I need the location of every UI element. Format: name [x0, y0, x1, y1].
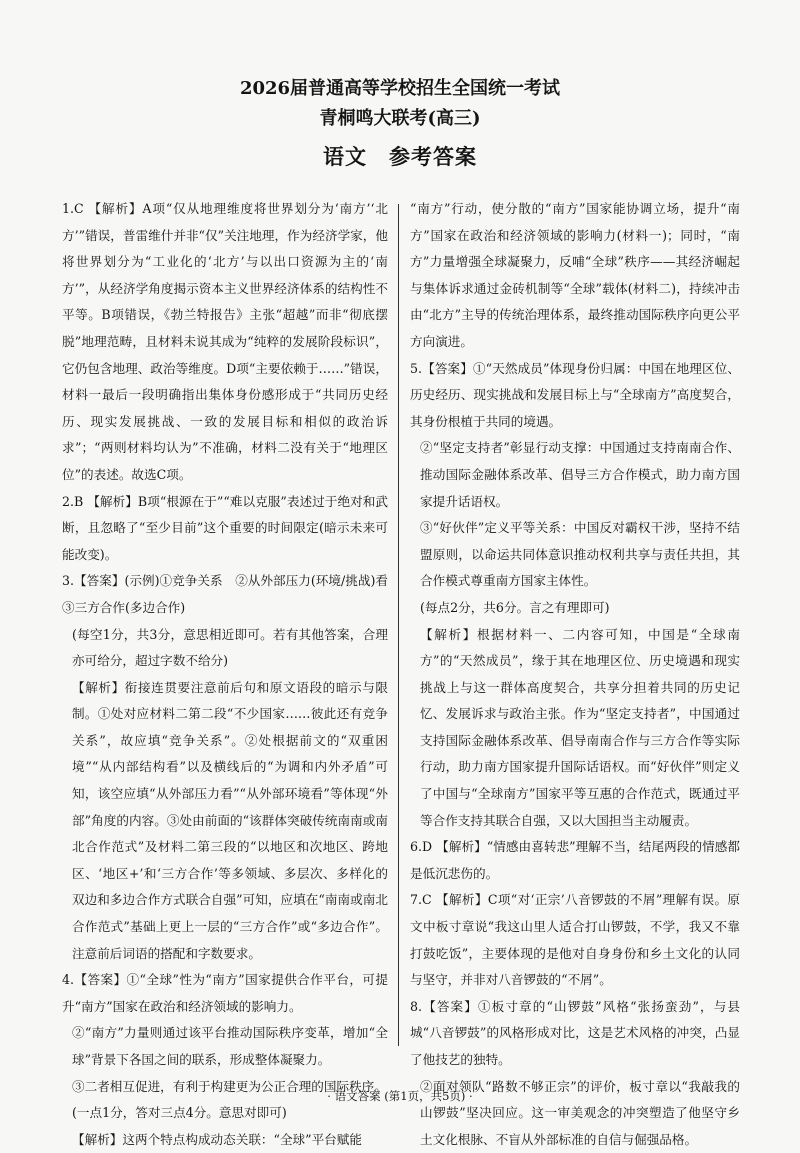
exam-title: 2026届普通高等学校招生全国统一考试 [239, 78, 561, 99]
answer-paragraph: 2.B 【解析】B项“根源在于”“难以克服”表述过于绝对和武断，且忽略了“至少目前”这个重要的时间限定(暗示未来可能改变)。 [62, 493, 388, 562]
answer-paragraph: “南方”行动，使分散的“南方”国家能协调立场，提升“南方”国家在政治和经济领域的影响力(材料一)；同时，“南方”力量增强全球凝聚力，反哺“全球”秩序——其经济崛起与集体诉求通过金砖机制等“全球”载体(材料二)，持续冲击由“北方”主导的传统治理体系，最终推动国际秩序向更公平方向演进。 [410, 201, 740, 349]
answer-paragraph: 3.【答案】(示例)①竞争关系 ②从外部压力(环境/挑战)看 ③三方合作(多边合作) [62, 573, 401, 615]
answer-paragraph: (每点2分，共6分。言之有理即可) [420, 599, 610, 615]
answer-paragraph: ②面对领队“路数不够正宗”的评价，板寸章以“我敲我的山锣鼓”坚决回应。这一审美观念的冲突塑造了他坚守乡土文化根脉、不盲从外部标准的自信与倔强品格。 [420, 1078, 740, 1147]
answer-paragraph: 5.【答案】①“天然成员”体现身份归属：中国在地理区位、历史经历、现实挑战和发展目标上与“全球南方”高度契合，其身份根植于共同的境遇。 [410, 360, 740, 429]
answer-paragraph: (每空1分，共3分，意思相近即可。若有其他答案，合理亦可给分，超过字数不给分) [72, 626, 388, 669]
answer-paragraph: 4.【答案】①“全球”性为“南方”国家提供合作平台，可提升“南方”国家在政治和经济领域的影响力。 [62, 972, 388, 1014]
document-title: 语文 参考答案 [323, 144, 477, 169]
right-column [410, 196, 740, 1153]
answer-paragraph: ③二者相互促进，有利于构建更为公正合理的国际秩序。 [72, 1078, 387, 1094]
answer-paragraph: 【解析】这两个特点构成动态关联：“全球”平台赋能 [72, 1131, 362, 1147]
answer-paragraph: 1.C 【解析】A项“仅从地理维度将世界划分为‘南方’‘北方’”错误，普雷维什并非“仅”关注地理，作为经济学家，他将世界划分为“工业化的‘北方’与以出口资源为主的‘南方’”，从经济学角度揭示资本主义世界经济体系的结构性不平等。B项错误，《勃兰特报告》主张“超越”而非“彻底摆脱”地理范畴，且材料未说其成为“纯粹的发展阶段标识”，它仍包含地理、政治等维度。D项“主要依赖于……”错误，材料一最后一段明确指出集体身份感形成于“共同历史经历、现实发展挑战、一致的发展目标和相似的政治诉求”；“两则材料均认为”不准确，材料二没有关于“地理区位”的表述。故选C项。 [62, 201, 388, 482]
answer-paragraph: 7.C 【解析】C项“对‘正宗’八音锣鼓的不屑”理解有误。原文中板寸章说“我这山里人适合打山锣鼓，不学，我又不靠打鼓吃饭”，主要体现的是他对自身身份和乡土文化的认同与坚守，并非对八音锣鼓的“不屑”。 [410, 892, 740, 988]
answer-paragraph: 【解析】衔接连贯要注意前后句和原文语段的暗示与限制。①处对应材料二第二段“不少国家……彼此还有竞争关系”，故应填“竞争关系”。②处根据前文的“双重困境”“从内部结构看”以及横线后的“为调和内外矛盾”可知，该空应填“从外部压力看”“从外部环境看”等体现“外部”角度的内容。③处由前面的“该群体突破传统南南或南北合作范式”及材料二第三段的“以地区和次地区、跨地区、‘地区+’和‘三方合作’等多领域、多层次、多样化的双边和多边合作方式联合自强”可知，应填在“南南或南北合作范式”基础上更上一层的“三方合作”或“多边合作”。注意前后词语的搭配和字数要求。 [72, 679, 388, 961]
answer-paragraph: ②“南方”力量则通过该平台推动国际秩序变革，增加“全球”背景下各国之间的联系，形成整体凝聚力。 [72, 1025, 388, 1067]
answer-paragraph: ②“坚定支持者”彰显行动支撑：中国通过支持南南合作、推动国际金融体系改革、倡导三方合作模式，助力南方国家提升话语权。 [420, 440, 740, 509]
exam-subtitle: 青桐鸣大联考(高三) [319, 108, 481, 129]
answer-paragraph: 【解析】根据材料一、二内容可知，中国是“全球南方”的“天然成员”，缘于其在地理区位、历史境遇和现实挑战上与这一群体高度契合，共享分担着共同的历史记忆、发展诉求与政治主张。作为“坚定支持者”，中国通过支持国际金融体系改革、倡导南南合作与三方合作等实际行动，助力南方国家提升国际话语权。而“好伙伴”则定义了中国与“全球南方”国家平等互惠的合作范式，既通过平等合作支持其联合自强，又以大国担当主动履责。 [420, 626, 740, 828]
page-header [0, 76, 800, 174]
answer-paragraph: 6.D 【解析】“情感由喜转悲”理解不当，结尾两段的情感都是低沉悲伤的。 [410, 839, 740, 881]
answer-paragraph: 8.【答案】①板寸章的“山锣鼓”风格“张扬蛮劲”，与县城“八音锣鼓”的风格形成对比，这是艺术风格的冲突，凸显了他技艺的独特。 [410, 998, 740, 1067]
page-footer: · 语文答案 (第1页，共5页) · [327, 1089, 473, 1103]
answer-paragraph: (一点1分，答对三点4分。意思对即可) [72, 1105, 287, 1121]
column-divider [398, 204, 399, 1046]
answer-paragraph: ③“好伙伴”定义平等关系：中国反对霸权干涉，坚持不结盟原则，以命运共同体意识推动权利共享与责任共担，其合作模式尊重南方国家主体性。 [420, 520, 740, 589]
